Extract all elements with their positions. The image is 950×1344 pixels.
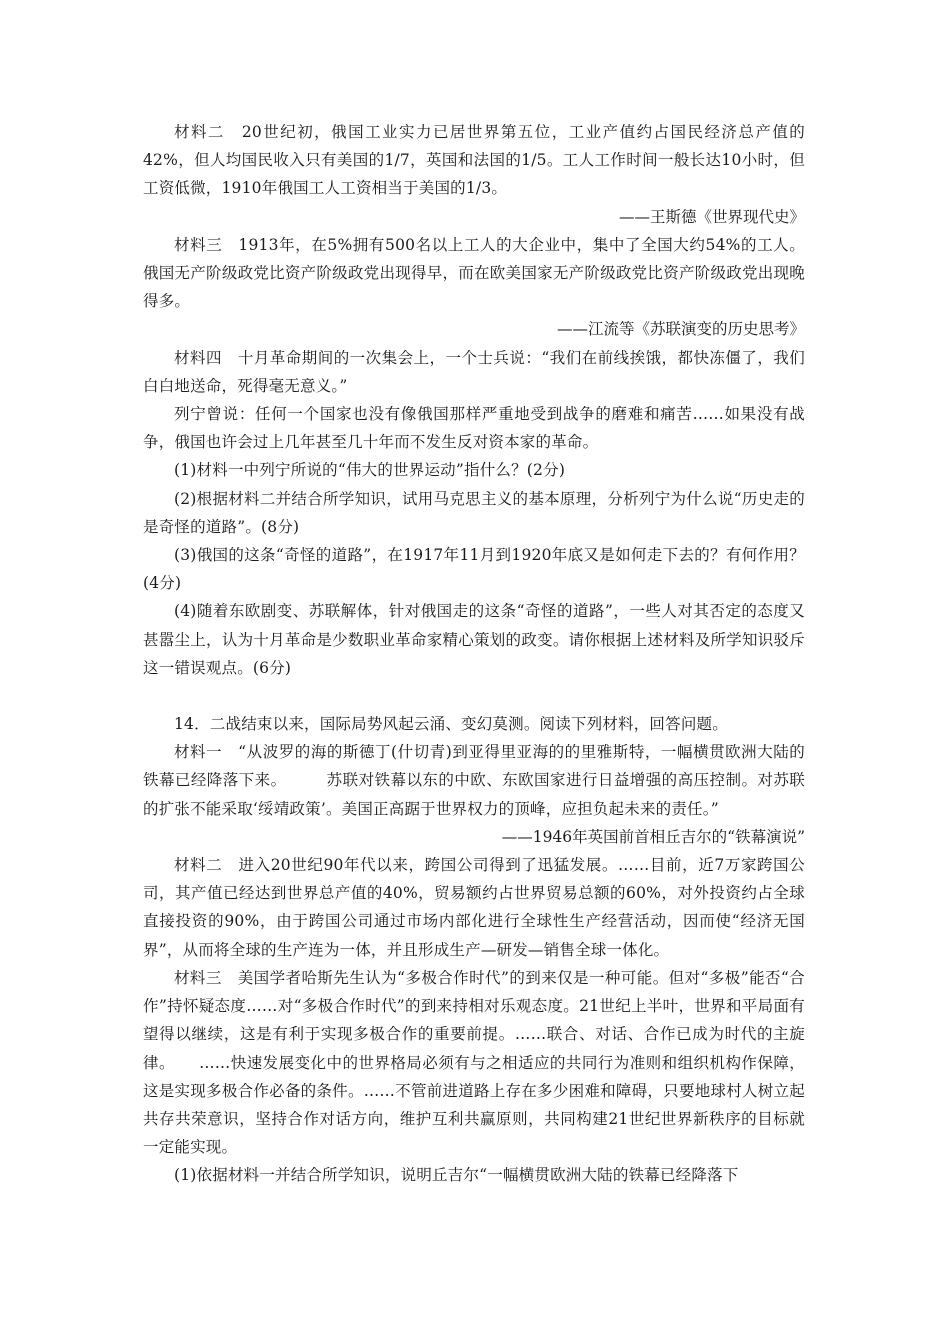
problem-14-material-1-source: ——1946年英国前首相丘吉尔的“铁幕演说” — [501, 827, 805, 846]
question-4: (4)随着东欧剧变、苏联解体，针对俄国走的这条“奇怪的道路”，一些人对其否定的态度又甚嚣尘上，认为十月革命是少数职业革命家精心策划的政变。请你根据上述材料及所学知识驳斥这一错误观点。(6分) — [143, 602, 805, 677]
material-3-source: ——江流等《苏联演变的历史思考》 — [556, 320, 805, 339]
material-3-paragraph: 材料三 1913年，在5%拥有500名以上工人的大企业中，集中了全国大约54%的工人。俄国无产阶级政党比资产阶级政党出现得早，而在欧美国家无产阶级政党比资产阶级政党出现晚得多。 — [143, 235, 805, 311]
lenin-quote-paragraph: 列宁曾说：任何一个国家也没有像俄国那样严重地受到战争的磨难和痛苦……如果没有战争，俄国也许会过上几年甚至几十年而不发生反对资本家的革命。 — [143, 405, 805, 452]
section-gap — [143, 682, 805, 710]
question-1: (1)材料一中列宁所说的“伟大的世界运动”指什么？(2分) — [174, 461, 566, 480]
material-2-paragraph: 材料二 20世纪初，俄国工业实力已居世界第五位，工业产值约占国民经济总产值的42%，但人均国民收入只有美国的1/7，英国和法国的1/5。工人工作时间一般长达10小时，但工资低微，1910年俄国工人工资相当于美国的1/3。 — [143, 123, 805, 198]
material-2-source: ——王斯德《世界现代史》 — [618, 207, 805, 226]
problem-14-material-2: 材料二 进入20世纪90年代以来，跨国公司得到了迅猛发展。……目前，近7万家跨国公司，其产值已经达到世界总产值的40%，贸易额约占世界贸易总额的60%，对外投资约占全球直接投资的90%，由于跨国公司通过市场内部化进行全球性生产经营活动，因而使“经济无国界”，从而将全球的生产连为一体，并且形成生产—研发—销售全球一体化。 — [143, 856, 805, 959]
problem-14-intro: 14．二战结束以来，国际局势风起云涌、变幻莫测。阅读下列材料，回答问题。 — [174, 715, 728, 734]
material-4-paragraph: 材料四 十月革命期间的一次集会上，一个士兵说：“我们在前线挨饿，都快冻僵了，我们白白地送命，死得毫无意义。” — [143, 348, 805, 395]
document-body — [143, 118, 805, 1190]
question-2: (2)根据材料二并结合所学知识，试用马克思主义的基本原理，分析列宁为什么说“历史走的是奇怪的道路”。(8分) — [143, 489, 805, 536]
problem-14-material-1: 材料一 “从波罗的海的斯德丁(什切青)到亚得里亚海的的里雅斯特，一幅横贯欧洲大陆的铁幕已经降落下来。 苏联对铁幕以东的中欧、东欧国家进行日益增强的高压控制。对苏联的扩张不能采取‘绥靖政策’。美国正高踞于世界权力的顶峰，应担负起未来的责任。” — [143, 743, 805, 818]
problem-14-material-3: 材料三 美国学者哈斯先生认为“多极合作时代”的到来仅是一种可能。但对“多极”能否“合作”持怀疑态度……对“多极合作时代”的到来持相对乐观态度。21世纪上半叶，世界和平局面有望得以继续，这是有利于实现多极合作的重要前提。……联合、对话、合作已成为时代的主旋律。 ……快速发展变化中的世界格局必须有与之相适应的共同行为准则和组织机构作保障，这是实现多极合作必备的条件。……不管前进道路上存在多少困难和障碍，只要地球村人树立起共存共荣意识，坚持合作对话方向，维护互利共赢原则，共同构建21世纪世界新秩序的目标就一定能实现。 — [143, 968, 805, 1157]
problem-14-question-1: (1)依据材料一并结合所学知识，说明丘吉尔“一幅横贯欧洲大陆的铁幕已经降落下 — [174, 1166, 739, 1185]
question-3: (3)俄国的这条“奇怪的道路”，在1917年11月到1920年底又是如何走下去的？有何作用？(4分) — [143, 546, 805, 593]
